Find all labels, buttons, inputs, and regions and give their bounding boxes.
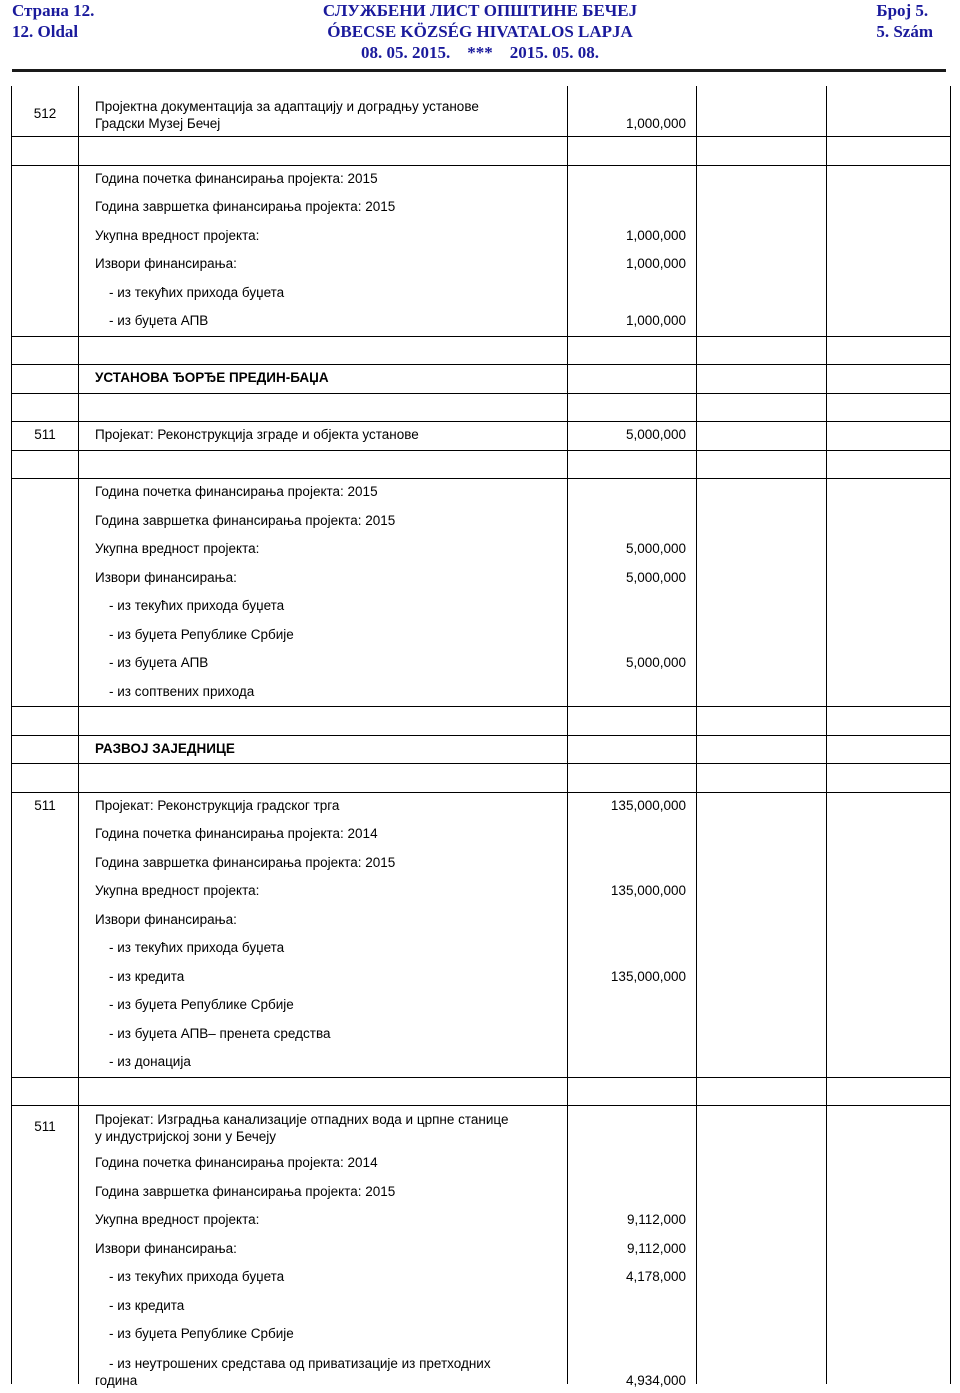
table-row — [11, 649, 951, 678]
table-row — [11, 421, 951, 450]
table-row — [11, 1320, 951, 1349]
row-amount: 5,000,000 — [625, 569, 686, 585]
row-description-line: година — [95, 1372, 138, 1388]
table-row — [11, 250, 951, 279]
table-row — [11, 535, 951, 564]
table-row — [11, 507, 951, 536]
row-description: Година почетка финансирања пројекта: 2015 — [95, 484, 378, 499]
table-row — [11, 991, 951, 1020]
row-separator — [11, 393, 951, 394]
row-description: Година почетка финансирања пројекта: 2015 — [95, 170, 378, 186]
row-description: Пројекат: Реконструкција зграде и објекта установе — [95, 427, 419, 442]
row-description — [95, 1111, 508, 1145]
row-description: - из текућих прихода буџета — [109, 940, 285, 955]
row-amount: 5,000,000 — [625, 427, 686, 442]
table-row — [11, 849, 951, 878]
table-row — [11, 1048, 951, 1077]
row-description: Извори финансирања: — [95, 569, 237, 585]
table-row — [11, 450, 951, 479]
table-row — [11, 307, 951, 336]
row-description: Укупна вредност пројекта: — [95, 883, 260, 898]
row-amount: 1,000,000 — [625, 256, 686, 271]
table-row — [11, 735, 951, 764]
gazette-title-hu: ÓBECSE KÖZSÉG HIVATALOS LAPJA — [327, 22, 633, 41]
row-description: - из кредита — [109, 968, 185, 984]
row-amount: 5,000,000 — [625, 541, 686, 556]
gazette-title-sr: СЛУЖБЕНИ ЛИСТ ОПШТИНЕ БЕЧЕЈ — [322, 1, 638, 20]
table-row — [11, 1263, 951, 1292]
row-description: Година завршетка финансирања пројекта: 2015 — [95, 854, 396, 870]
row-description: Година завршетка финансирања пројекта: 2015 — [95, 199, 396, 214]
row-code: 512 — [33, 106, 57, 121]
row-description: - из буџета АПВ — [109, 655, 209, 670]
table-row — [11, 564, 951, 593]
row-description: - из буџета Републике Србије — [109, 1326, 294, 1341]
row-description: - из соптвених прихода — [109, 683, 255, 699]
row-description: Укупна вредност пројекта: — [95, 227, 260, 243]
row-description: Пројекат: Реконструкција градског трга — [95, 797, 340, 813]
table-row — [11, 963, 951, 992]
row-description: - из буџета Републике Србије — [109, 626, 294, 642]
page-number-sr: Страна 12. — [12, 1, 95, 20]
gazette-date: 08. 05. 2015. *** 2015. 05. 08. — [361, 43, 599, 62]
table-row — [11, 364, 951, 393]
row-amount: 1,000,000 — [625, 116, 686, 131]
row-code: 511 — [34, 1119, 56, 1134]
gazette-title-block — [0, 0, 960, 63]
row-description: Извори финансирања: — [95, 1240, 237, 1256]
row-description-line: Градски Музеј Бечеј — [95, 116, 221, 131]
row-code: 511 — [34, 797, 56, 813]
row-description-line: у индустријској зони у Бечеју — [95, 1129, 277, 1144]
row-description: Година почетка финансирања пројекта: 2014 — [95, 1155, 378, 1170]
row-description: - из буџета АПВ — [109, 313, 209, 328]
table-row — [11, 279, 951, 308]
table-row — [11, 906, 951, 935]
table-row — [11, 165, 951, 194]
row-separator — [11, 450, 951, 451]
row-amount: 135,000,000 — [610, 883, 686, 898]
row-description-line: Пројекат: Изградња канализације отпадних вода и црпне станице — [95, 1112, 509, 1127]
row-separator — [11, 706, 951, 707]
row-description: Укупна вредност пројекта: — [95, 1212, 260, 1227]
issue-number-hu: 5. Szám — [876, 22, 933, 41]
table-row — [11, 621, 951, 650]
table-row — [11, 1149, 951, 1178]
row-amount: 9,112,000 — [626, 1212, 686, 1227]
row-description: Година почетка финансирања пројекта: 2014 — [95, 826, 378, 841]
row-description: - из текућих прихода буџета — [109, 284, 285, 300]
row-description: РАЗВОЈ ЗАЈЕДНИЦЕ — [95, 740, 235, 756]
row-description: Извори финансирања: — [95, 911, 237, 927]
table-row — [11, 820, 951, 849]
row-amount: 1,000,000 — [625, 313, 686, 328]
row-amount: 4,178,000 — [625, 1269, 686, 1284]
page-number-hu: 12. Oldal — [12, 22, 79, 41]
row-description: Извори финансирања: — [95, 256, 237, 271]
row-description — [95, 1355, 491, 1389]
table-row — [11, 1292, 951, 1321]
row-amount: 135,000,000 — [610, 797, 686, 813]
issue-number-block — [876, 0, 933, 42]
row-amount: 9,112,000 — [626, 1240, 686, 1256]
table-row — [11, 792, 951, 821]
row-code: 511 — [34, 427, 56, 442]
table-row — [11, 763, 951, 792]
table-row — [11, 934, 951, 963]
row-description: Година завршетка финансирања пројекта: 2015 — [95, 512, 396, 528]
table-row — [11, 1020, 951, 1049]
table-row — [11, 678, 951, 707]
row-amount: 135,000,000 — [610, 968, 686, 984]
table-row — [11, 1235, 951, 1264]
table-row — [11, 92, 951, 136]
row-description: УСТАНОВА ЂОРЂЕ ПРЕДИН-БАЏА — [95, 370, 329, 385]
page-header — [0, 0, 960, 76]
row-description: - из донација — [109, 1054, 191, 1069]
table-row — [11, 193, 951, 222]
header-rule — [12, 69, 946, 72]
row-description: - из буџета Републике Србије — [109, 997, 294, 1012]
table-row — [11, 1206, 951, 1235]
table-row — [11, 592, 951, 621]
row-amount: 5,000,000 — [625, 655, 686, 670]
table-row — [11, 1105, 951, 1149]
table-row — [11, 877, 951, 906]
row-description — [95, 98, 479, 132]
issue-number-sr: Број 5. — [876, 1, 929, 20]
row-separator — [11, 336, 951, 337]
row-description: - из текућих прихода буџета — [109, 1269, 285, 1284]
row-amount: 1,000,000 — [625, 227, 686, 243]
table-row — [11, 478, 951, 507]
row-description: Година завршетка финансирања пројекта: 2015 — [95, 1183, 396, 1199]
table-row — [11, 1077, 951, 1106]
row-separator — [11, 136, 951, 137]
row-description-line: Пројектна документација за адаптацију и доградњу установе — [95, 99, 479, 114]
table-row — [11, 1178, 951, 1207]
table-row — [11, 1349, 951, 1393]
table-row — [11, 222, 951, 251]
row-description: - из текућих прихода буџета — [109, 598, 285, 613]
row-description: - из кредита — [109, 1297, 185, 1313]
row-description: - из буџета АПВ– пренета средства — [109, 1025, 331, 1041]
table-row — [11, 393, 951, 422]
row-separator — [11, 763, 951, 764]
row-separator — [11, 1077, 951, 1078]
table-row — [11, 336, 951, 365]
table-row — [11, 136, 951, 165]
row-amount: 4,934,000 — [625, 1372, 686, 1388]
table-row — [11, 706, 951, 735]
row-description: Укупна вредност пројекта: — [95, 541, 260, 556]
row-description-line: - из неутрошених средстава од приватизације из претходних — [109, 1355, 491, 1371]
